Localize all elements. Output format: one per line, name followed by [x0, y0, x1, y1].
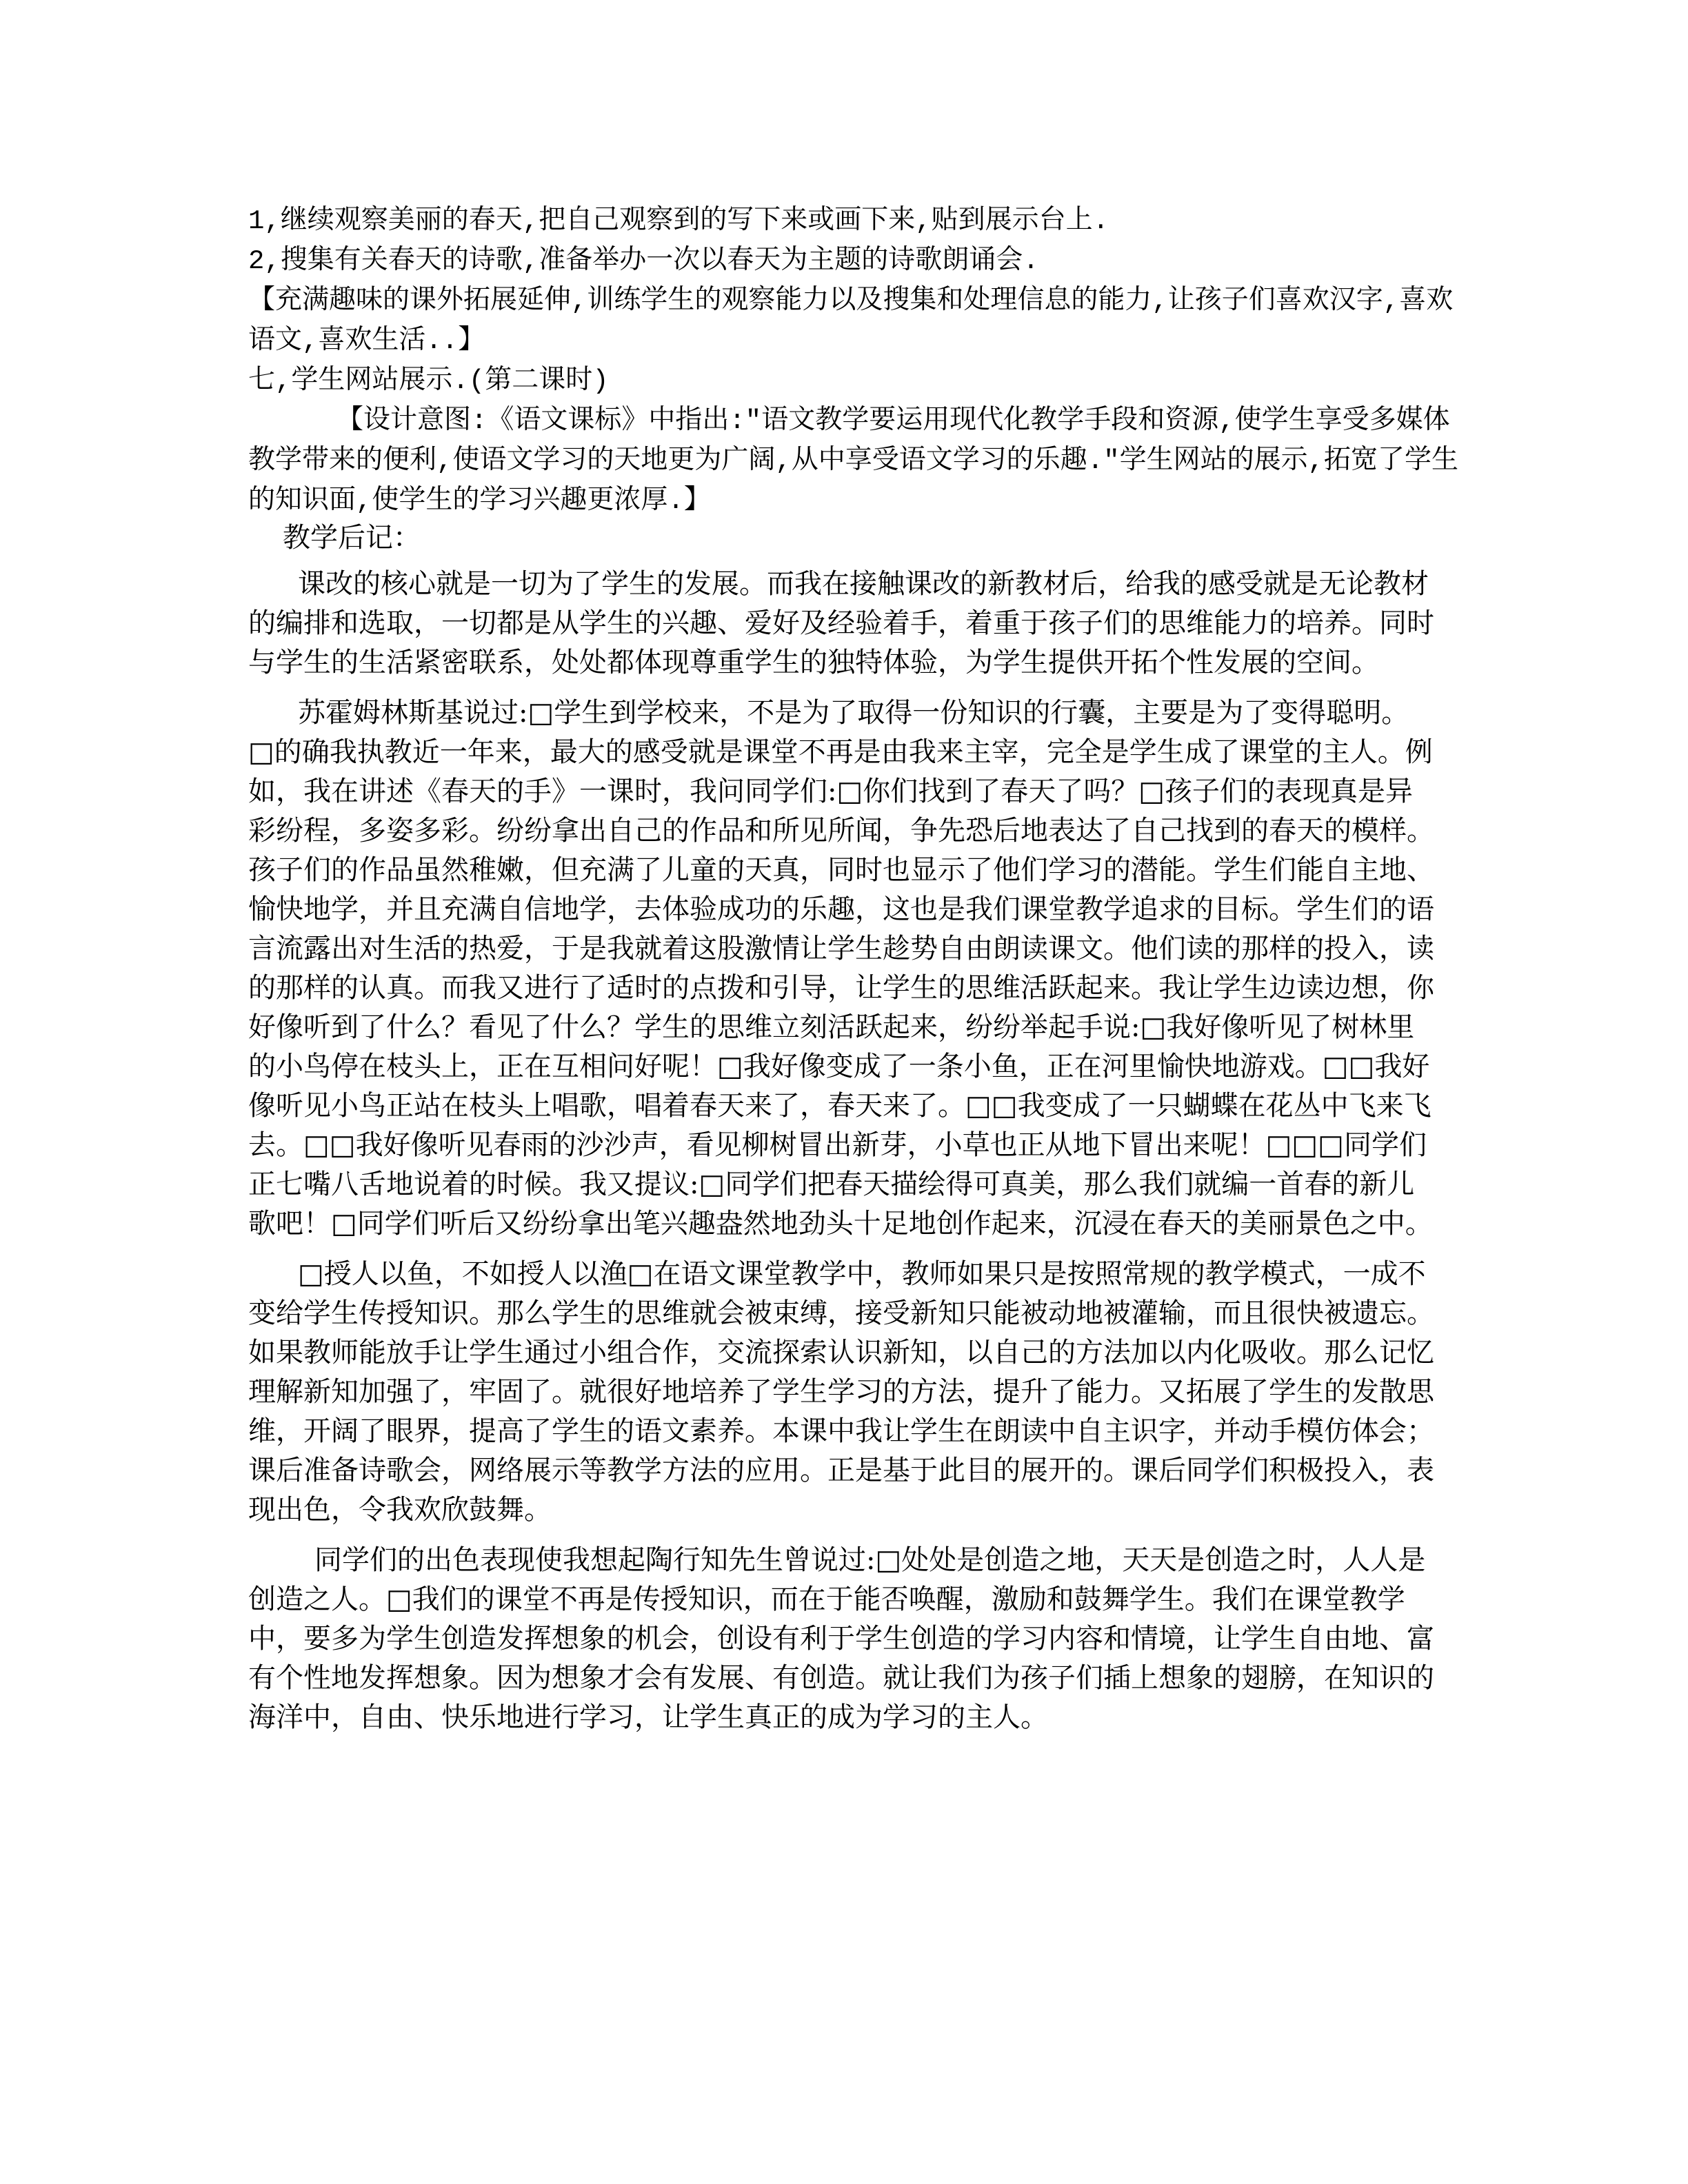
teaching-postscript [248, 518, 1434, 1748]
postscript-paragraph: 同学们的出色表现使我想起陶行知先生曾说过:□处处是创造之地，天天是创造之时，人人是创造之人。□我们的课堂不再是传授知识，而在于能否唤醒，激励和鼓舞学生。我们在课堂教学中，要多为学生创造发挥想象的机会，创设有利于学生创造的学习内容和情境，让学生自由地、富有个性地发挥想象。因为想象才会有发展、有创造。就让我们为孩子们插上想象的翅膀，在知识的海洋中，自由、快乐地进行学习，让学生真正的成为学习的主人。 [248, 1544, 1434, 1733]
design-intent: 【设计意图:《语文课标》中指出:"语文教学要运用现代化教学手段和资源,使学生享受多媒体教学带来的便利,使语文学习的天地更为广阔,从中享受语文学习的乐趣."学生网站的展示,拓宽了学生的知识面,使学生的学习兴趣更浓厚.】 [248, 406, 1459, 516]
homework-item-1: 1,继续观察美丽的春天,把自己观察到的写下来或画下来,贴到展示台上. [248, 206, 1109, 236]
homework-note: 【充满趣味的课外拓展延伸,训练学生的观察能力以及搜集和处理信息的能力,让孩子们喜欢汉字,喜欢语文,喜欢生活..】 [248, 286, 1454, 356]
postscript-paragraph: □授人以鱼，不如授人以渔□在语文课堂教学中，教师如果只是按照常规的教学模式，一成不变给学生传授知识。那么学生的思维就会被束缚，接受新知只能被动地被灌输，而且很快被遗忘。如果教师能放手让学生通过小组合作，交流探索认识新知，以自己的方法加以内化吸收。那么记忆理解新知加强了，牢固了。就很好地培养了学生学习的方法，提升了能力。又拓展了学生的发散思维，开阔了眼界，提高了学生的语文素养。本课中我让学生在朗读中自主识字，并动手模仿体会；课后准备诗歌会，网络展示等教学方法的应用。正是基于此目的展开的。课后同学们积极投入，表现出色，令我欢欣鼓舞。 [248, 1258, 1434, 1526]
homework-item-2: 2,搜集有关春天的诗歌,准备举办一次以春天为主题的诗歌朗诵会. [248, 246, 1039, 276]
postscript-label: 教学后记： [283, 522, 421, 554]
postscript-paragraph: 苏霍姆林斯基说过:□学生到学校来，不是为了取得一份知识的行囊，主要是为了变得聪明。□的确我执教近一年来，最大的感受就是课堂不再是由我来主宰，完全是学生成了课堂的主人。例如，我在讲述《春天的手》一课时，我问同学们:□你们找到了春天了吗？□孩子们的表现真是异彩纷程，多姿多彩。纷纷拿出自己的作品和所见所闻，争先恐后地表达了自己找到的春天的模样。孩子们的作品虽然稚嫩，但充满了儿童的天真，同时也显示了他们学习的潜能。学生们能自主地、愉快地学，并且充满自信地学，去体验成功的乐趣，这也是我们课堂教学追求的目标。学生们的语言流露出对生活的热爱，于是我就着这股激情让学生趁势自由朗读课文。他们读的那样的投入，读的那样的认真。而我又进行了适时的点拨和引导，让学生的思维活跃起来。我让学生边读边想，你好像听到了什么？看见了什么？学生的思维立刻活跃起来，纷纷举起手说:□我好像听见了树林里的小鸟停在枝头上，正在互相问好呢！□我好像变成了一条小鱼，正在河里愉快地游戏。□□我好像听见小鸟正站在枝头上唱歌，唱着春天来了，春天来了。□□我变成了一只蝴蝶在花丛中飞来飞去。□□我好像听见春雨的沙沙声，看见柳树冒出新芽，小草也正从地下冒出来呢！□□□同学们正七嘴八舌地说着的时候。我又提议:□同学们把春天描绘得可真美，那么我们就编一首春的新儿歌吧！□同学们听后又纷纷拿出笔兴趣盎然地劲头十足地创作起来，沉浸在春天的美丽景色之中。 [248, 697, 1434, 1240]
lesson-plan-section [248, 201, 1462, 521]
postscript-paragraph: 课改的核心就是一切为了学生的发展。而我在接触课改的新教材后，给我的感受就是无论教材的编排和选取，一切都是从学生的兴趣、爱好及经验着手，着重于孩子们的思维能力的培养。同时与学生的生活紧密联系，处处都体现尊重学生的独特体验，为学生提供开拓个性发展的空间。 [248, 568, 1434, 678]
section-heading: 七,学生网站展示.(第二课时) [248, 366, 609, 396]
